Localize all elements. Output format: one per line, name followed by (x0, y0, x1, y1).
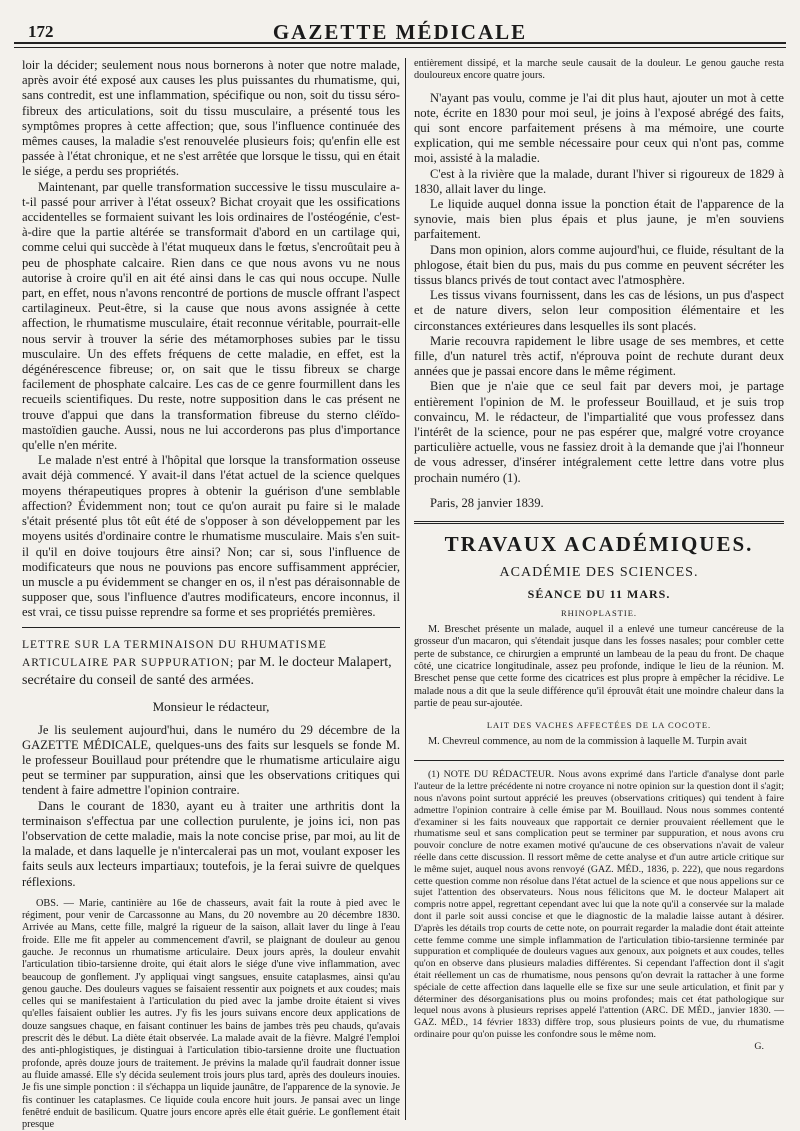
footnote-text: (1) NOTE DU RÉDACTEUR. Nous avons exprimé dans l'article d'analyse dont parle l'auteur de la lettre précédente ni notre croyance ni notre opinion sur la question dont il s'agit; nous n'avons point surtout apprécié les preuves (observations critiques) qui tendent à faire admettre l'opinion contraire à celle émise par M. Bouillaud. Nous nous sommes contenté d'examiner si les faits nouveaux que rapportait ce dernier prouvaient réellement que le rhumatisme seul et sans complication peut se terminer par suppuration, et nous avons cru pouvoir conclure de notre examen motivé qu'aucune de ces observations n'avait de valeur réelle dans cette discussion. Il ressort même de cette analyse et d'un autre article critique sur le même sujet, auquel nous avons renvoyé (GAZ. MÉD., 1836, p. 222), que nous regardons cette question comme non résolue dans l'état actuel de la science et que nous appelions sur ce sujet l'attention des observateurs. Nous nous félicitons que M. le docteur Malapert ait compris notre appel, regrettant cependant avec lui que la note qu'il a conservée sur la malade dont il parle soit aussi concise et que le diagnostic de la maladie laisse autant à désirer. D'après les détails trop courts de cette note, on pourrait regarder la maladie dont était atteinte cette femme comme une simple inflammation de l'articulation tibio-tarsienne terminée par suppuration et compliquée de douleurs vagues aux genoux, aux poignets et aux coudes, telles qu'on en observe dans plusieurs maladies différentes. Si cependant l'affection dont il s'agit était réellement un cas de rhumatisme, nous pensons qu'on devrait la rattacher à une forme spéciale de cette affection dans laquelle elle se fixe sur une seule articulation, et finit par y déterminer des désorganisations plus ou moins profondes; mais cet état pathologique sur lequel nous avons à plusieurs reprises appelé l'attention (ARC. DE MÉD., janvier 1830. — GAZ. MÉD., 14 février 1833) diffère trop, sous plusieurs points de vue, du rhumatisme ordinaire pour qu'on puisse les confondre sous le même nom. (414, 769, 784, 1040)
right-column (414, 58, 784, 1120)
column-divider (405, 58, 406, 1120)
footnote (414, 769, 784, 1052)
observation-note (22, 898, 400, 1131)
paragraph: Bien que je n'aie que ce seul fait par devers moi, je partage entièrement l'opinion de M. le professeur Bouillaud, et je suis trop convaincu, M. le rédacteur, de l'impartialité que vous professez dans l'intérêt de la science, pour ne pas espérer que, malgré votre croyance particulière actuelle, vous ne fassiez droit à la demande que j'ai l'honneur de vous adresser, d'insérer intégralement cette lettre dans votre plus prochain numéro (1). (414, 379, 784, 485)
paragraph: Dans le courant de 1830, ayant eu à traiter une arthritis dont la terminaison s'effectua par une collection purulente, je joins ici, non pas l'observation de cette maladie, mais la note concise prise, par moi, au lit de la malade, et dans laquelle je n'intercalerai pas un mot, voulant exposer les faits seuls aux lecteurs impartiaux; toutefois, je la ferai suivre de quelques réflexions. (22, 798, 400, 889)
paragraph: Marie recouvra rapidement le libre usage de ses membres, et cette fille, d'un naturel très actif, n'éprouva point de rechute durant deux années que je passai encore dans le même régiment. (414, 333, 784, 379)
page-number: 172 (28, 22, 54, 41)
rhinoplastie-text: M. Breschet présente un malade, auquel il a enlevé une tumeur cancéreuse de la grosseur d'un macaron, qui s'étendait jusque dans les fosses nasales; pour combler cette perte de substance, ce chirurgien a emprunté un lambeau de la peau du front. De chaque côté, une cicatrice longitudinale, assez peu profonde, indique le lieu de la réunion. M. Breschet pense que cette forme des cicatrices est plus propre à empêcher la récidive. Le malade nous a dit que la seule différence qu'il éprouvât était une moindre chaleur dans la partie de peau sur-ajoutée. (414, 624, 784, 709)
paragraph: loir la décider; seulement nous nous bornerons à noter que notre malade, après avoir été exposé aux causes les plus puissantes du rhumatisme, qui, sans contredit, est une inflammation, spécifique ou non, soit du tissu séro-fibreux des articulations, soit du tissu musculaire, a présenté tous les symptômes propres à cette affection; que, sous l'influence continuée des mêmes causes, la maladie s'est renouvelée plusieurs fois; qu'enfin elle est passée à l'état chronique, et ne s'est arrêtée que lorsque le tissu, qui en était le siége, a perdu ses propriétés. (22, 58, 400, 179)
letter-heading (22, 636, 400, 689)
footnote-divider (414, 760, 784, 761)
paragraph: Maintenant, par quelle transformation successive le tissu musculaire a-t-il passé pour arriver à l'état osseux? Bichat croyait que les ossifications accidentelles se formaient suivant les lois ordinaires de l'ostéogénie, c'est-à-dire que la partie altérée se transformait d'abord en un cartilage qui, comme celui qui succède à l'état muqueux dans le fœtus, s'encroûtait peu à peu de phosphate calcaire. Rien dans ce que nous avons vu ne nous autorise à croire qu'il en ait été ainsi dans le cas qui nous occupe. Nulle part, en effet, nous n'avons rencontré de portions de muscle offrant l'aspect cartilagineux. Peut-être, si la cause que nous avons assignée à cette affection, le rhumatisme musculaire, était reconnue véritable, pourrait-elle nous servir à trouver la série des métamorphoses subies par le tissu musculaire. Un des effets fréquens de cette maladie, en effet, est la dégénérescence fibreuse; or, on sait que le tissu fibreux se charge facilement de phosphate calcaire. Les cas de ce genre fourmillent dans les recueils scientifiques. Du reste, notre supposition dans le cas présent ne trouve d'appui que dans la transformation fibreuse du sterno cléïdo-mastoïdien gauche. Aussi, nous ne lui accorderons pas plus d'importance qu'elle n'en mérite. (22, 179, 400, 453)
letter-heading-author: par M. le docteur Malapert, secrétaire du conseil de santé des armées. (22, 654, 392, 688)
salutation: Monsieur le rédacteur, (152, 698, 270, 714)
letter-body (22, 723, 400, 890)
seance-heading: SÉANCE DU 11 MARS. (527, 587, 671, 602)
observation-text: OBS. — Marie, cantinière au 16e de chasseurs, avait fait la route à pied avec le régiment, pour venir de Carcassonne au Mans, du 20 novembre au 20 décembre 1830. Arrivée au Mans, cette fille, malgré la rigueur de la saison, allait laver du linge à l'eau froide. Elle me fit appeler au commencement d'avril, se plaignant de douleur au genou gauche. Je reconnus un rhumatisme articulaire. Deux jours après, la douleur envahit l'articulation tibio-tarsienne droite, qui était alors le siége d'une vive inflammation, avec beaucoup de gonflement. J'y appliquai vingt sangsues, ensuite cataplasmes, ainsi qu'au genou gauche. Des douleurs vagues se faisaient ressentir aux poignets et aux coudes; mais celles qui se manifestaient à l'articulation du pied avec la jambe droite étaient si vives qu'elles faisaient oublier les autres. J'y fis les jours suivans encore deux applications de douze sangsues chaque, en faisant continuer les bains de jambes très peu chauds, qu'avais prescrit dès le début. La diète était observée. La malade avait de la fièvre. Malgré l'emploi des anti-phlogistiques, je distinguai à l'articulation tibio-tarsienne droite une fluctuation profonde, après douze jours de traitement. Je prévins la malade qu'il faudrait donner issue au fluide amassé. Elle s'y décida seulement trois jours plus tard, après des douleurs inouies. Je fis une simple ponction : il s'échappa un liquide jaunâtre, de l'apparence de la synovie. Je fis continuer les cataplasmes. Ce liquide coula encore huit jours. Je pansai avec un linge fenêtré enduit de basilicum. Quatre jours encore après elle était guérie. Le gonflement était presque (22, 897, 400, 1131)
observation-continued-text: entièrement dissipé, et la marche seule causait de la douleur. Le genou gauche resta douloureux encore quatre jours. (414, 58, 784, 82)
letter-heading-caps: LETTRE SUR LA TERMINAISON DU RHUMATISME ARTICULAIRE PAR SUPPURATION; (22, 638, 327, 669)
section-divider (414, 521, 784, 524)
paragraph: Dans mon opinion, alors comme aujourd'hui, ce fluide, résultant de la phlogose, était bien du pus, mais du pus comme en peuvent sécréter les tissus blancs privés de tout contact avec l'atmosphère. (414, 242, 784, 288)
paragraph: Le malade n'est entré à l'hôpital que lorsque la transformation osseuse avait déjà commencé. Y avait-il dans l'état actuel de la science quelques moyens thérapeutiques propres à obtenir la guérison d'une semblable affection? Évidemment non; tout ce qu'on aurait pu faire si le malade s'était présenté plus tôt eût été de s'opposer à son développement par les moyens usités d'ordinaire contre le rhumatisme musculaire. Mais s'en suit-il qu'il en doive toujours être ainsi? Non; car si, sous l'influence de modificateurs que nous ne pouvions pas encore suffisamment apprécier, un muscle a pu évidemment se changer en os, il n'est pas déraisonnable de supposer que, sous l'influence d'autres modificateurs, encore inconnus, il est vrai, ce tissu puisse reprendre sa forme et ses propriétés premières. (22, 453, 400, 620)
lait-heading: LAIT DES VACHES AFFECTÉES DE LA COCOTE. (486, 720, 712, 731)
paragraph: Le liquide auquel donna issue la ponction était de l'apparence de la synovie, mais bien plus épais et plus jaune, je m'en souviens parfaitement. (414, 197, 784, 242)
lait-text: M. Chevreul commence, au nom de la commission à laquelle M. Turpin avait (428, 736, 747, 748)
section-divider (22, 627, 400, 628)
header-rule (14, 47, 786, 48)
letter-continued (414, 91, 784, 511)
lait-body (414, 736, 784, 748)
section-title-travaux: TRAVAUX ACADÉMIQUES. (444, 532, 754, 557)
rhinoplastie-heading: RHINOPLASTIE. (560, 608, 638, 619)
footnote-signature: G. (754, 1040, 764, 1052)
paragraph: Je lis seulement aujourd'hui, dans le numéro du 29 décembre de la GAZETTE MÉDICALE, quelques-uns des faits sur lesquels se fonde M. le professeur Bouillaud pour prétendre que le rhumatisme articulaire aigu peut se terminer par suppuration, ainsi que les observations critiques qui tendent à faire admettre l'opinion contraire. (22, 722, 400, 798)
article-ossification (22, 58, 400, 621)
observation-continued (414, 58, 784, 83)
letter-date: Paris, 28 janvier 1839. (430, 495, 544, 510)
masthead-title: GAZETTE MÉDICALE (272, 20, 528, 44)
paragraph: Les tissus vivans fournissent, dans les cas de lésions, un pus d'aspect et de nature divers, selon leur composition élémentaire et les circonstances extérieures dans lesquelles ils sont placés. (414, 288, 784, 333)
paragraph: N'ayant pas voulu, comme je l'ai dit plus haut, ajouter un mot à cette note, écrite en 1830 pour moi seul, je joins à l'exposé abrégé des faits, qui sont encore parfaitement présens à ma mémoire, une courte explication, qui me semble nécessaire pour ceux qui n'ont pas, comme moi, assisté à la maladie. (414, 90, 784, 166)
left-column (22, 58, 400, 1131)
page-header (14, 8, 786, 44)
rhinoplastie-body (414, 624, 784, 710)
paragraph: C'est à la rivière que la malade, durant l'hiver si rigoureux de 1829 à 1830, allait laver du linge. (414, 166, 784, 196)
academie-heading: ACADÉMIE DES SCIENCES. (499, 565, 699, 581)
